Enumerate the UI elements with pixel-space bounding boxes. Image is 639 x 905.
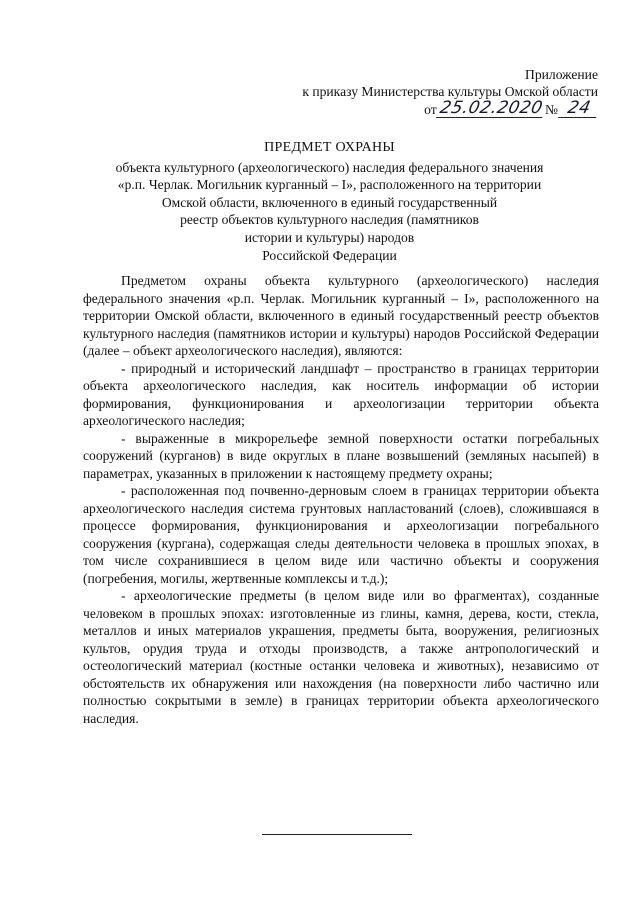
body-paragraph-mounds: - выраженные в микрорельефе земной поверхности остатки погребальных сооружений (курганов) в виде округлых в плане возвышений (земляных насыпей) в параметрах, указанных в приложении к настоящему предмету охраны; xyxy=(83,430,599,481)
title-main: ПРЕДМЕТ ОХРАНЫ xyxy=(264,140,395,155)
footer-divider xyxy=(262,834,412,835)
body-paragraph-artifacts: - археологические предметы (в целом виде или во фрагментах), созданные человеком в прошлых эпохах: изготовленные из глины, камня, дерева, кости, стекла, металлов и иных материалов украшения, предметы быта, вооружения, религиозных культов, орудия труда и отходы производств, а также антропологический и остеологический материал (костные останки человека и животных), независимо от обстоятельств их обнаружения или нахождения (на поверхности либо частично или полностью сокрытыми в земле) в границах территории объекта археологического наследия. xyxy=(83,588,599,726)
body-paragraph-landscape: - природный и исторический ландшафт – пространство в границах территории объекта археологического наследия, как носитель информации об истории формирования, функционирования и археологизации территории объекта археологического наследия; xyxy=(83,360,599,428)
title-line: реестр объектов культурного наследия (памятников xyxy=(180,212,479,228)
document-title xyxy=(60,139,599,264)
document-body xyxy=(83,272,599,727)
appendix-header xyxy=(302,66,598,118)
title-line: Российской Федерации xyxy=(262,247,397,263)
handwritten-order-number: 24 xyxy=(558,100,600,118)
date-prefix: от xyxy=(424,102,437,117)
body-paragraph-strata: - расположенная под почвенно-дерновым слоем в границах территории объекта археологического наследия система грунтовых напластований (слоев), сложившаяся в процессе формирования, функционирования и археологизации погребального сооружения (кургана), содержащая следы деятельности человека в прошлых эпохах, в том числе сохранившиеся в целом виде или частично объекты и сооружения (погребения, могилы, жертвенные комплексы и т.д.); xyxy=(83,483,599,586)
body-paragraph-intro: Предметом охраны объекта культурного (археологического) наследия федерального значения «р.п. Черлак. Могильник курганный – I», расположенного на территории Омской области, включенного в единый государственный реестр объектов культурного наследия (памятников истории и культуры) народов Российской Федерации (далее – объект археологического наследия), являются: xyxy=(83,273,599,358)
title-line: истории и культуры) народов xyxy=(244,229,415,245)
appendix-date-line xyxy=(302,100,598,118)
title-line: «р.п. Черлак. Могильник курганный – I», расположенного на территории xyxy=(117,177,542,193)
handwritten-date: 25.02.2020 xyxy=(437,98,545,118)
appendix-label: Приложение xyxy=(525,67,598,82)
title-line: объекта культурного (археологического) наследия федерального значения xyxy=(115,159,544,175)
number-sign: № xyxy=(545,102,558,117)
appendix-order-reference: к приказу Министерства культуры Омской области xyxy=(302,84,598,99)
title-line: Омской области, включенного в единый государственный xyxy=(161,194,498,210)
